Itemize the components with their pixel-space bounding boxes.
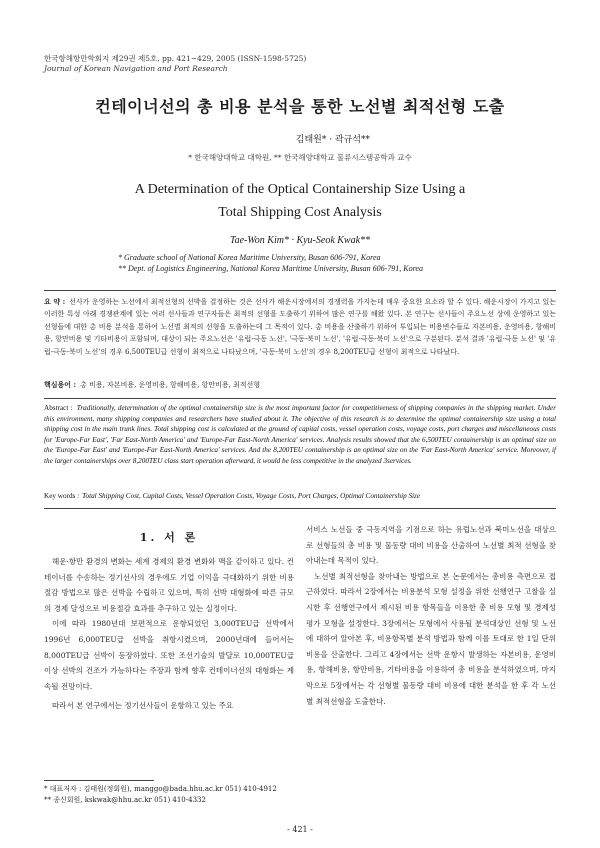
authors-korean: 김태원* · 곽규석** [295, 135, 370, 145]
divider-middle [44, 398, 556, 399]
title-english-line1: A Determination of the Optical Containership Size Using a [134, 182, 466, 197]
title-english-line2: Total Shipping Cost Analysis [218, 205, 382, 220]
affiliation-english-2: ** Dept. of Logistics Engineering, National Korea Maritime University, Busan 606-791, Korea [118, 264, 423, 273]
divider-top [44, 290, 556, 291]
keywords-english-text: Total Shipping Cost, Capital Costs, Vessel Operation Costs, Voyage Costs, Port Charges, Optimal Containership Size [82, 492, 421, 500]
footnote-divider [44, 780, 154, 781]
keywords-korean-label: 핵심용어 : [44, 380, 77, 389]
affiliation-english-1: * Graduate school of National Korea Maritime University, Busan 606-791, Korea [118, 253, 381, 262]
body-paragraph: 서비스 노선들 중 극동지역을 기점으로 하는 유럽노선과 북미노선을 대상으로 선형들의 총 비용 및 물동량 대비 비용을 산출하여 노선별 최적 선형을 찾아내는데 목적이 있다. [306, 525, 556, 566]
section-heading: 1. 서 론 [139, 531, 199, 544]
footnote-1: * 대표저자 : 김태원(정회원), manggo@bada.hhu.ac.kr 051) 410-4912 [44, 785, 277, 793]
page-number: - 421 - [287, 825, 313, 834]
abstract-korean-text: 선사가 운영하는 노선에서 최적선형의 선박을 결정하는 것은 선사가 해운시장에서의 경쟁력을 가지는데 매우 중요한 요소라 할 수 있다. 해운시장이 가지고 있는 이러한 특성 아래 경쟁관계에 있는 여러 선사들과 연구자들은 최적의 선형을 도출하기 위하여 많은 연구를 해왔 있다. 본 연구는 선사들이 주요노선 상에 운영하고 있는 선형들에 대한 총 비용 분석을 통하여 노선별 최적의 선형을 도출하는데 그 목적이 있다. 총 비용을 산출하기 위하여 투입되는 비용변수들로 자본비용, 운영비용, 항해비용, 항만비용 및 기타비용이 포함되며, 대상이 되는 주요노선은 '유럽-극동 노선', '극동-북미 노선', '유럽-극동-북미 노선'으로 구분된다. 분석 결과 '유럽-극동 노선' 및 '유럽-극동-북미 노선'의 경우 6,500TEU급 선형이 최적으로 나타났으며, '극동-북미 노선'의 경우 8,200TEU급 선형이 최적으로 나타났다. [44, 298, 557, 356]
footnote-2: ** 종신회원, kskwak@hhu.ac.kr 051) 410-4332 [44, 796, 206, 804]
divider-bottom [44, 508, 556, 509]
keywords-korean [44, 380, 556, 390]
body-column-right [306, 522, 556, 709]
authors-english: Tae-Won Kim* · Kyu-Seok Kwak** [229, 235, 371, 246]
keywords-korean-text: 총 비용, 자본비용, 운영비용, 항해비용, 항만비용, 최적선형 [80, 381, 261, 389]
affiliation-korean: * 한국해양대학교 대학원, ** 한국해양대학교 물류시스템공학과 교수 [188, 153, 412, 162]
abstract-english-label: Abstract : [44, 404, 73, 412]
body-paragraph: 따라서 본 연구에서는 정기선사들이 운항하고 있는 주요 [52, 701, 233, 711]
keywords-english [44, 492, 556, 500]
body-paragraph: 노선별 최적선형을 찾아내는 방법으로 본 논문에서는 총비용 측면으로 접근하였다. 따라서 2장에서는 비용분석 모형 설정을 위한 선행연구 고찰을 실시한 후 선행연구에서 제시된 비용 항목들을 이용한 총 비용 모형 및 경제성 평가 모형을 설정한다. 3장에서는 모형에서 사용될 분석대상인 선형 및 노선에 대하여 알아본 후, 비용항목별 분석 방법과 함께 이를 토대로 한 1일 단위 비용을 산출한다. 그리고 4장에서는 선박 운항시 발생하는 자본비용, 운영비용, 항해비용, 항만비용, 기타비용을 이용하여 총 비용을 분석하였으며, 마지막으로 5장에서는 각 선형별 물동량 대비 비용에 대한 분석을 한 후 각 노선별 최적선형을 도출한다. [306, 571, 556, 706]
journal-header [44, 54, 306, 74]
abstract-korean-label: 요 약 : [44, 297, 66, 306]
affiliation-english [118, 252, 560, 274]
abstract-korean [44, 296, 556, 358]
body-paragraph: 이에 따라 1980년대 보편적으로 운항되었던 3,000TEU급 선박에서 1996년 6,000TEU급 선박을 취항시켰으며, 2000년대에 들어서는 8,000TEU급 선박이 등장하였다. 또한 조선기술의 발달로 10,000TEU급 이상 선박의 건조가 가능하다는 주장과 함께 향후 컨테이너선의 대형화는 계속될 전망이다. [44, 619, 294, 691]
abstract-english [44, 403, 556, 467]
title-korean: 컨테이너선의 총 비용 분석을 통한 노선별 최적선형 도출 [95, 97, 505, 116]
body-paragraph: 해운·항만 환경의 변화는 세계 경제의 환경 변화와 맥을 같이하고 있다. 컨테이너를 수송하는 정기선사의 경우에도 기업 이익을 극대화하기 위한 비용 절감 방법으로 많은 선박을 수립하고 있으며, 특히 선박 대형화에 따른 규모의 경제 달성으로 비용절감 효과를 추구하고 있는 실정이다. [44, 557, 294, 613]
journal-name-en: Journal of Korean Navigation and Port Research [44, 64, 228, 73]
title-english [60, 178, 540, 224]
body-column-left [44, 512, 294, 714]
footnotes [44, 784, 277, 806]
journal-citation: 한국항해항만학회지 제29권 제5호, pp. 421~429, 2005 (ISSN-1598-5725) [44, 54, 307, 63]
abstract-english-text: Traditionally, determination of the optimal containership size is the most important factor for competitiveness of shipping companies in the shipping market. Under this environment, many shipping companies and researchers have studied about it. The objective of this research is to determine the optimal containership size using a total shipping cost in the main trunk lines. Total shipping cost is calculated at the ground of capital costs, vessel operation costs, voyage costs, port charges and miscellaneous costs for 'Europe-Far East', 'Far East-North America' and 'Europe-Far East-North America' services. Analysis results showed that the 6,500TEU containership is an optimal size on the 'Europe-Far East' and 'Europe-Far East-North America' services. And the 8,200TEU containership is an optimal size on the 'Far East-North America' service. Moreover, if the larger containerships over 8,200TEU class start operation afterward, it would be less competitive in the analyzed 3services. [44, 404, 556, 465]
keywords-english-label: Key words : [44, 492, 80, 500]
